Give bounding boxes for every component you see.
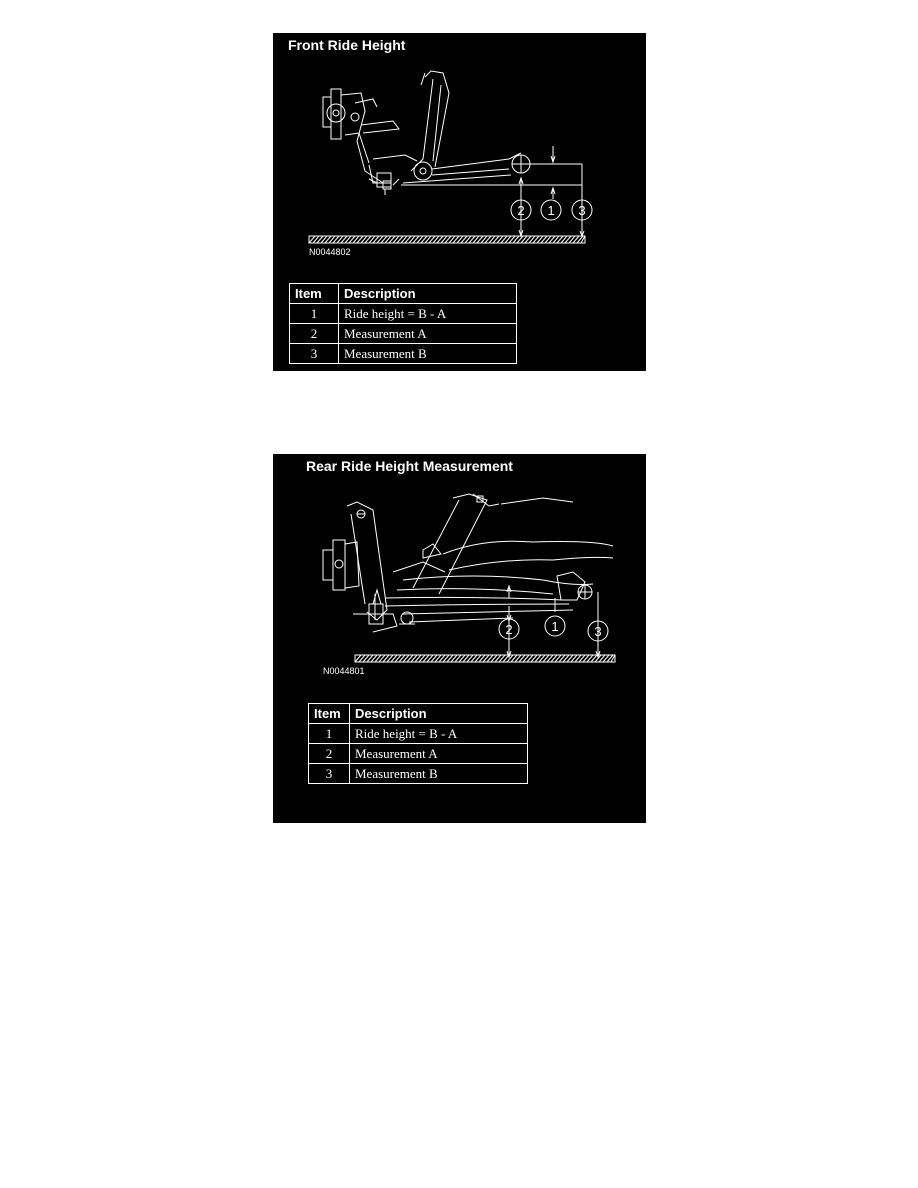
rear-hub-assembly bbox=[323, 540, 359, 590]
legend-item-number: 1 bbox=[309, 724, 350, 744]
rear-frame bbox=[385, 541, 613, 622]
table-row bbox=[290, 304, 517, 324]
rear-shock bbox=[413, 494, 573, 594]
front-legend-table bbox=[289, 283, 517, 364]
rear-legend-header-item: Item bbox=[309, 704, 350, 724]
front-figure-code: N0044802 bbox=[309, 247, 351, 257]
rear-figure-code: N0044801 bbox=[323, 666, 365, 676]
front-ride-height-panel bbox=[273, 33, 646, 371]
legend-item-description: Ride height = B - A bbox=[350, 724, 528, 744]
legend-item-number: 2 bbox=[309, 744, 350, 764]
legend-item-number: 3 bbox=[290, 344, 339, 364]
front-callout-1-label: 1 bbox=[547, 203, 555, 218]
legend-item-description: Measurement A bbox=[350, 744, 528, 764]
rear-panel-title: Rear Ride Height Measurement bbox=[306, 458, 513, 474]
front-callout-3-label: 3 bbox=[578, 203, 586, 218]
table-row bbox=[290, 344, 517, 364]
legend-item-number: 1 bbox=[290, 304, 339, 324]
rear-axle-bracket bbox=[353, 572, 592, 632]
front-callout-circle-1 bbox=[541, 200, 561, 220]
front-legend-header-description: Description bbox=[339, 284, 517, 304]
rear-legend-header-description: Description bbox=[350, 704, 528, 724]
rear-knuckle bbox=[347, 502, 387, 624]
front-measurement-lines bbox=[401, 146, 584, 236]
front-ground-hatch bbox=[309, 236, 585, 243]
rear-callout-2-label: 2 bbox=[505, 622, 513, 637]
rear-callout-3-label: 3 bbox=[594, 624, 602, 639]
table-row bbox=[290, 324, 517, 344]
rear-callouts bbox=[499, 616, 608, 641]
front-callout-2-label: 2 bbox=[517, 203, 525, 218]
rear-ground-hatch bbox=[355, 655, 615, 662]
rear-legend-header-row bbox=[309, 704, 528, 724]
legend-item-description: Measurement A bbox=[339, 324, 517, 344]
front-legend-header-item: Item bbox=[290, 284, 339, 304]
legend-item-number: 2 bbox=[290, 324, 339, 344]
front-panel-title: Front Ride Height bbox=[288, 37, 406, 53]
rear-callout-1-label: 1 bbox=[551, 619, 559, 634]
table-row bbox=[309, 744, 528, 764]
legend-item-description: Ride height = B - A bbox=[339, 304, 517, 324]
legend-item-description: Measurement B bbox=[350, 764, 528, 784]
legend-item-description: Measurement B bbox=[339, 344, 517, 364]
front-lower-arm bbox=[369, 153, 521, 195]
rear-callout-circle-1 bbox=[545, 616, 565, 636]
front-strut bbox=[411, 71, 449, 171]
front-callouts bbox=[511, 200, 592, 220]
front-hub-assembly bbox=[323, 89, 399, 183]
rear-measurement-lines bbox=[507, 586, 600, 657]
front-legend-header-row bbox=[290, 284, 517, 304]
table-row bbox=[309, 724, 528, 744]
rear-ride-height-panel bbox=[273, 454, 646, 823]
rear-legend-table bbox=[308, 703, 528, 784]
legend-item-number: 3 bbox=[309, 764, 350, 784]
table-row bbox=[309, 764, 528, 784]
